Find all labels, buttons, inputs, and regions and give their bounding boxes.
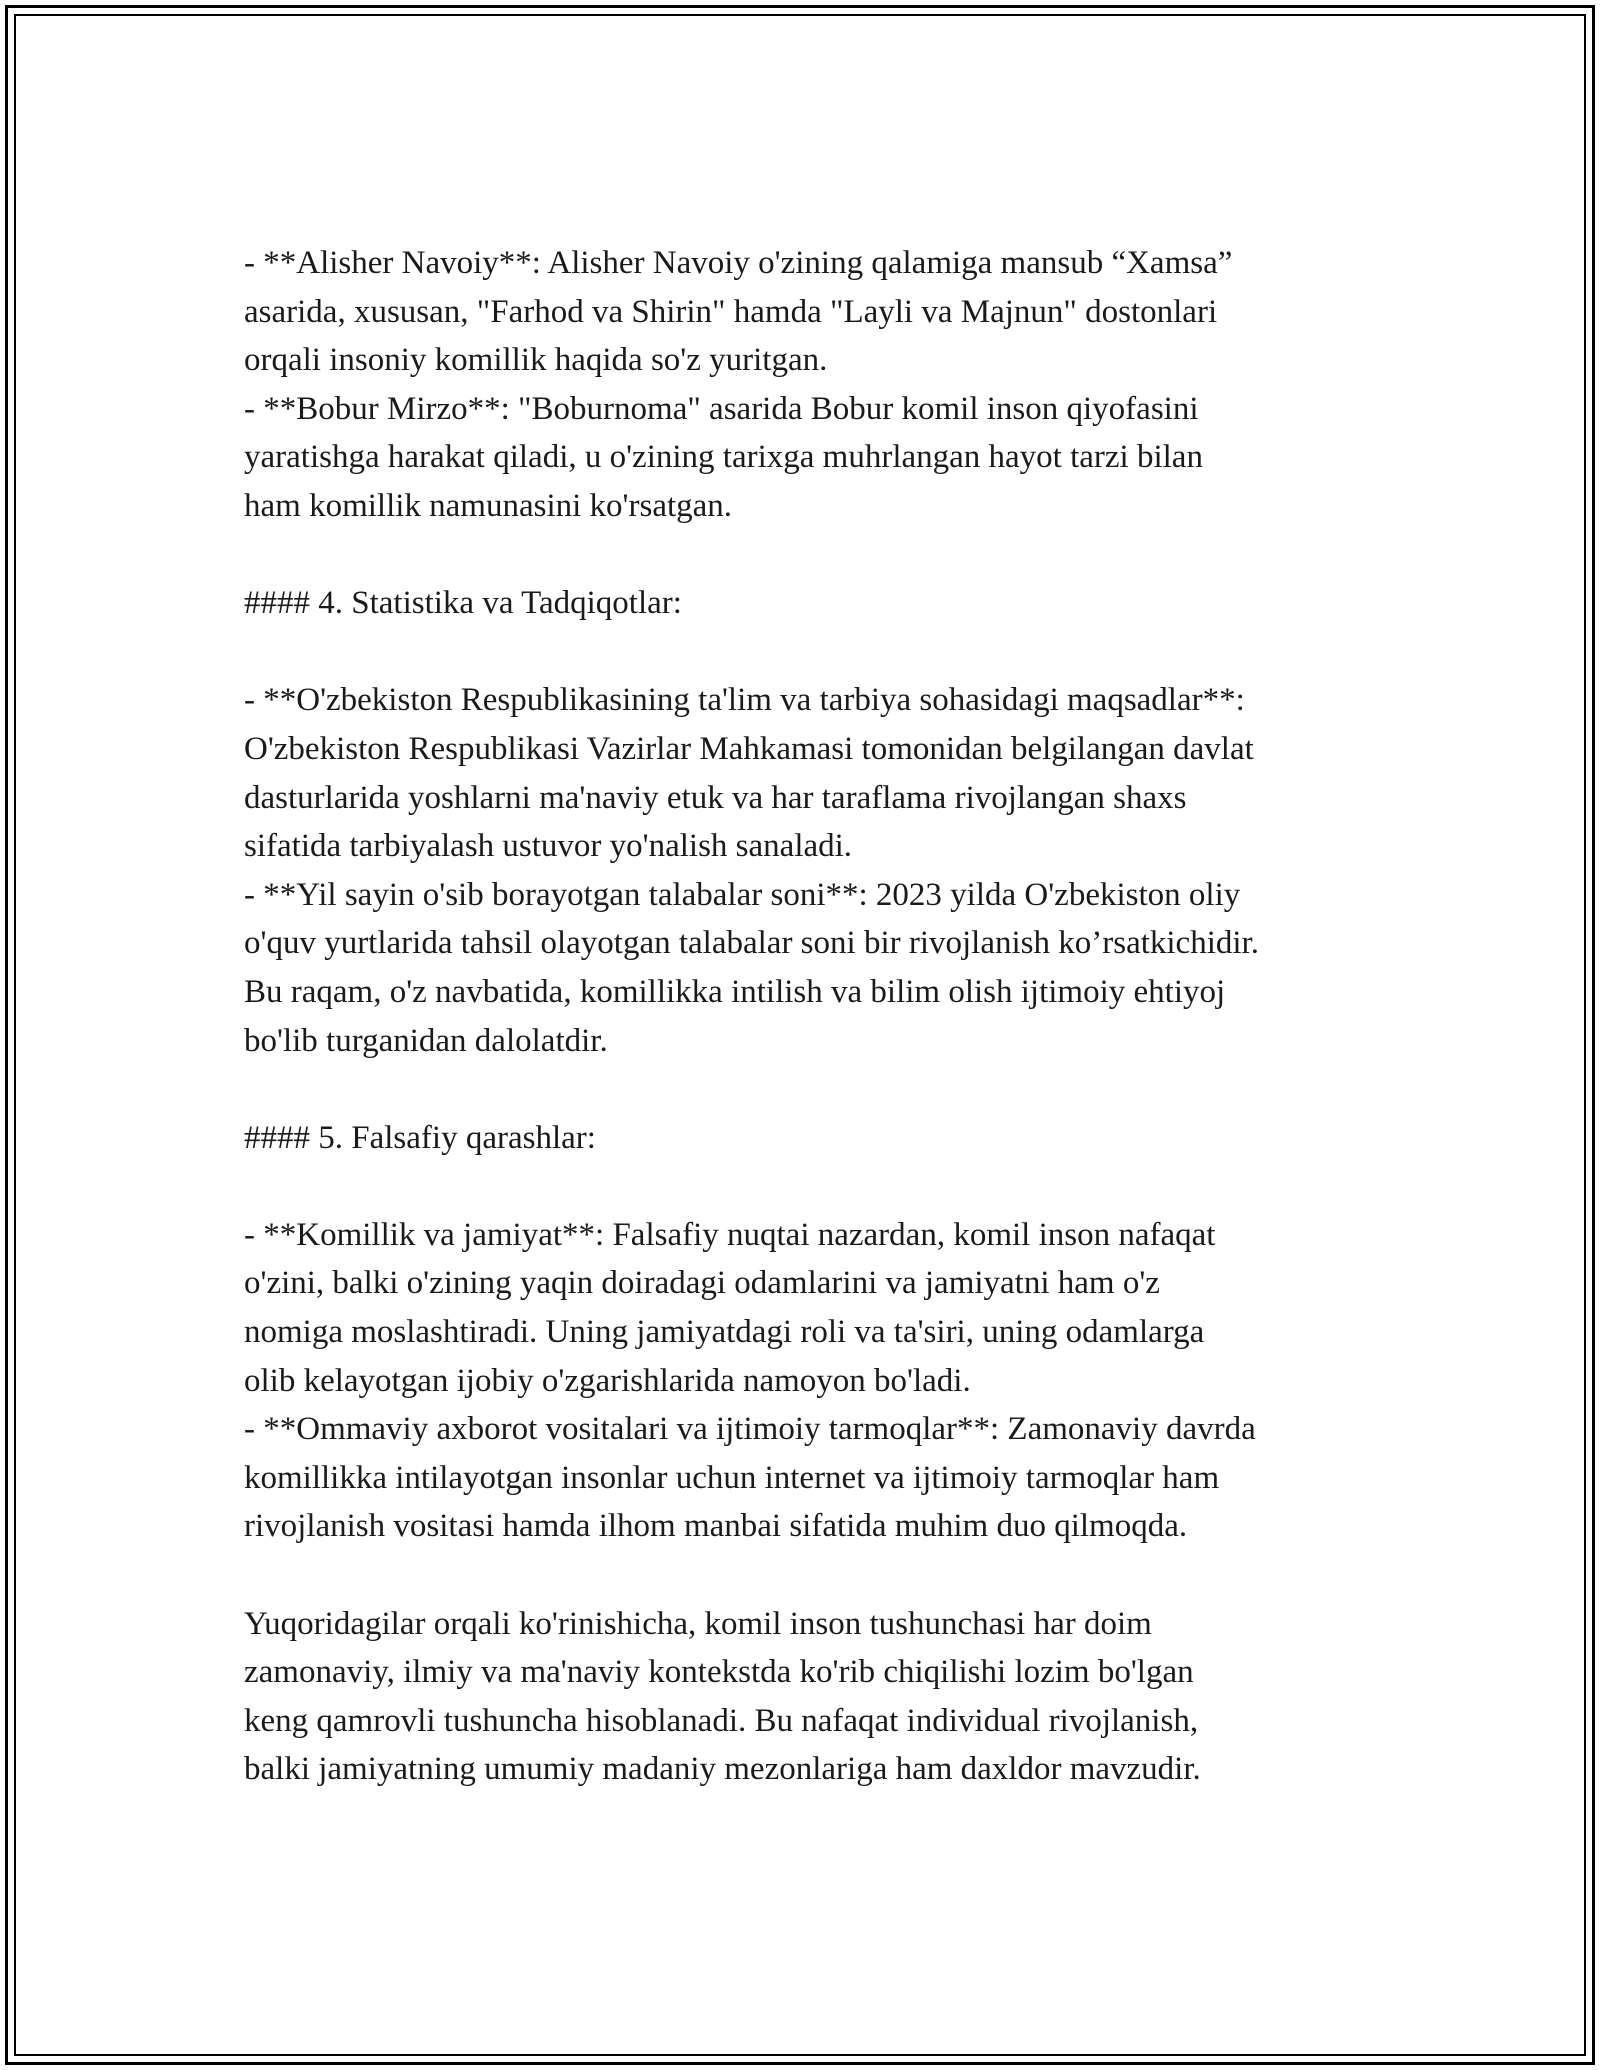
section-heading: #### 5. Falsafiy qarashlar: [244, 1119, 596, 1156]
doc-line: - **Alisher Navoiy**: Alisher Navoiy o'zining qalamiga mansub “Xamsa” [244, 245, 1233, 281]
doc-line: ham komillik namunasini ko'rsatgan. [244, 487, 733, 524]
doc-line: - **Bobur Mirzo**: "Boburnoma" asarida Bobur komil inson qiyofasini [244, 390, 1199, 427]
blank-line [244, 1162, 1424, 1211]
doc-line: - **Komillik va jamiyat**: Falsafiy nuqtai nazardan, komil inson nafaqat [244, 1216, 1216, 1253]
blank-line [244, 628, 1424, 677]
doc-line: - **Yil sayin o'sib borayotgan talabalar soni**: 2023 yilda O'zbekiston oliy [244, 876, 1241, 913]
blank-line [244, 1551, 1424, 1600]
doc-line: zamonaviy, ilmiy va ma'naviy kontekstda ko'rib chiqilishi lozim bo'lgan [244, 1654, 1194, 1691]
page-frame [5, 5, 1595, 2065]
doc-line: bo'lib turganidan dalolatdir. [244, 1022, 608, 1059]
section-heading: #### 4. Statistika va Tadqiqotlar: [244, 585, 682, 622]
doc-line: - **O'zbekiston Respublikasining ta'lim va tarbiya sohasidagi maqsadlar**: [244, 682, 1245, 719]
doc-line: yaratishga harakat qiladi, u o'zining tarixga muhrlangan hayot tarzi bilan [244, 439, 1203, 476]
blank-line [244, 531, 1424, 580]
doc-line: balki jamiyatning umumiy madaniy mezonlariga ham daxldor mavzudir. [244, 1751, 1201, 1788]
doc-line: - **Ommaviy axborot vositalari va ijtimoiy tarmoqlar**: Zamonaviy davrda [244, 1411, 1256, 1448]
doc-line: dasturlarida yoshlarni ma'naviy etuk va har taraflama rivojlangan shaxs [244, 779, 1187, 816]
doc-line: Bu raqam, o'z navbatida, komillikka intilish va bilim olish ijtimoiy ehtiyoj [244, 973, 1226, 1010]
blank-line [244, 1065, 1424, 1114]
document-body [244, 239, 1424, 1794]
doc-line: Yuqoridagilar orqali ko'rinishicha, komil inson tushunchasi har doim [244, 1605, 1152, 1642]
doc-line: keng qamrovli tushuncha hisoblanadi. Bu nafaqat individual rivojlanish, [244, 1702, 1199, 1739]
doc-line: orqali insoniy komillik haqida so'z yuritgan. [244, 342, 828, 379]
doc-line: rivojlanish vositasi hamda ilhom manbai sifatida muhim duo qilmoqda. [244, 1508, 1188, 1545]
doc-line: nomiga moslashtiradi. Uning jamiyatdagi roli va ta'siri, uning odamlarga [244, 1314, 1205, 1351]
doc-line: o'zini, balki o'zining yaqin doiradagi odamlarini va jamiyatni ham o'z [244, 1265, 1160, 1302]
doc-line: komillikka intilayotgan insonlar uchun internet va ijtimoiy tarmoqlar ham [244, 1459, 1220, 1496]
doc-line: O'zbekiston Respublikasi Vazirlar Mahkamasi tomonidan belgilangan davlat [244, 730, 1254, 767]
doc-line: o'quv yurtlarida tahsil olayotgan talabalar soni bir rivojlanish ko’rsatkichidir. [244, 925, 1259, 962]
doc-line: asarida, xususan, "Farhod va Shirin" hamda "Layli va Majnun" dostonlari [244, 293, 1218, 330]
doc-line: sifatida tarbiyalash ustuvor yo'nalish sanaladi. [244, 828, 853, 865]
doc-line: olib kelayotgan ijobiy o'zgarishlarida namoyon bo'ladi. [244, 1362, 971, 1399]
